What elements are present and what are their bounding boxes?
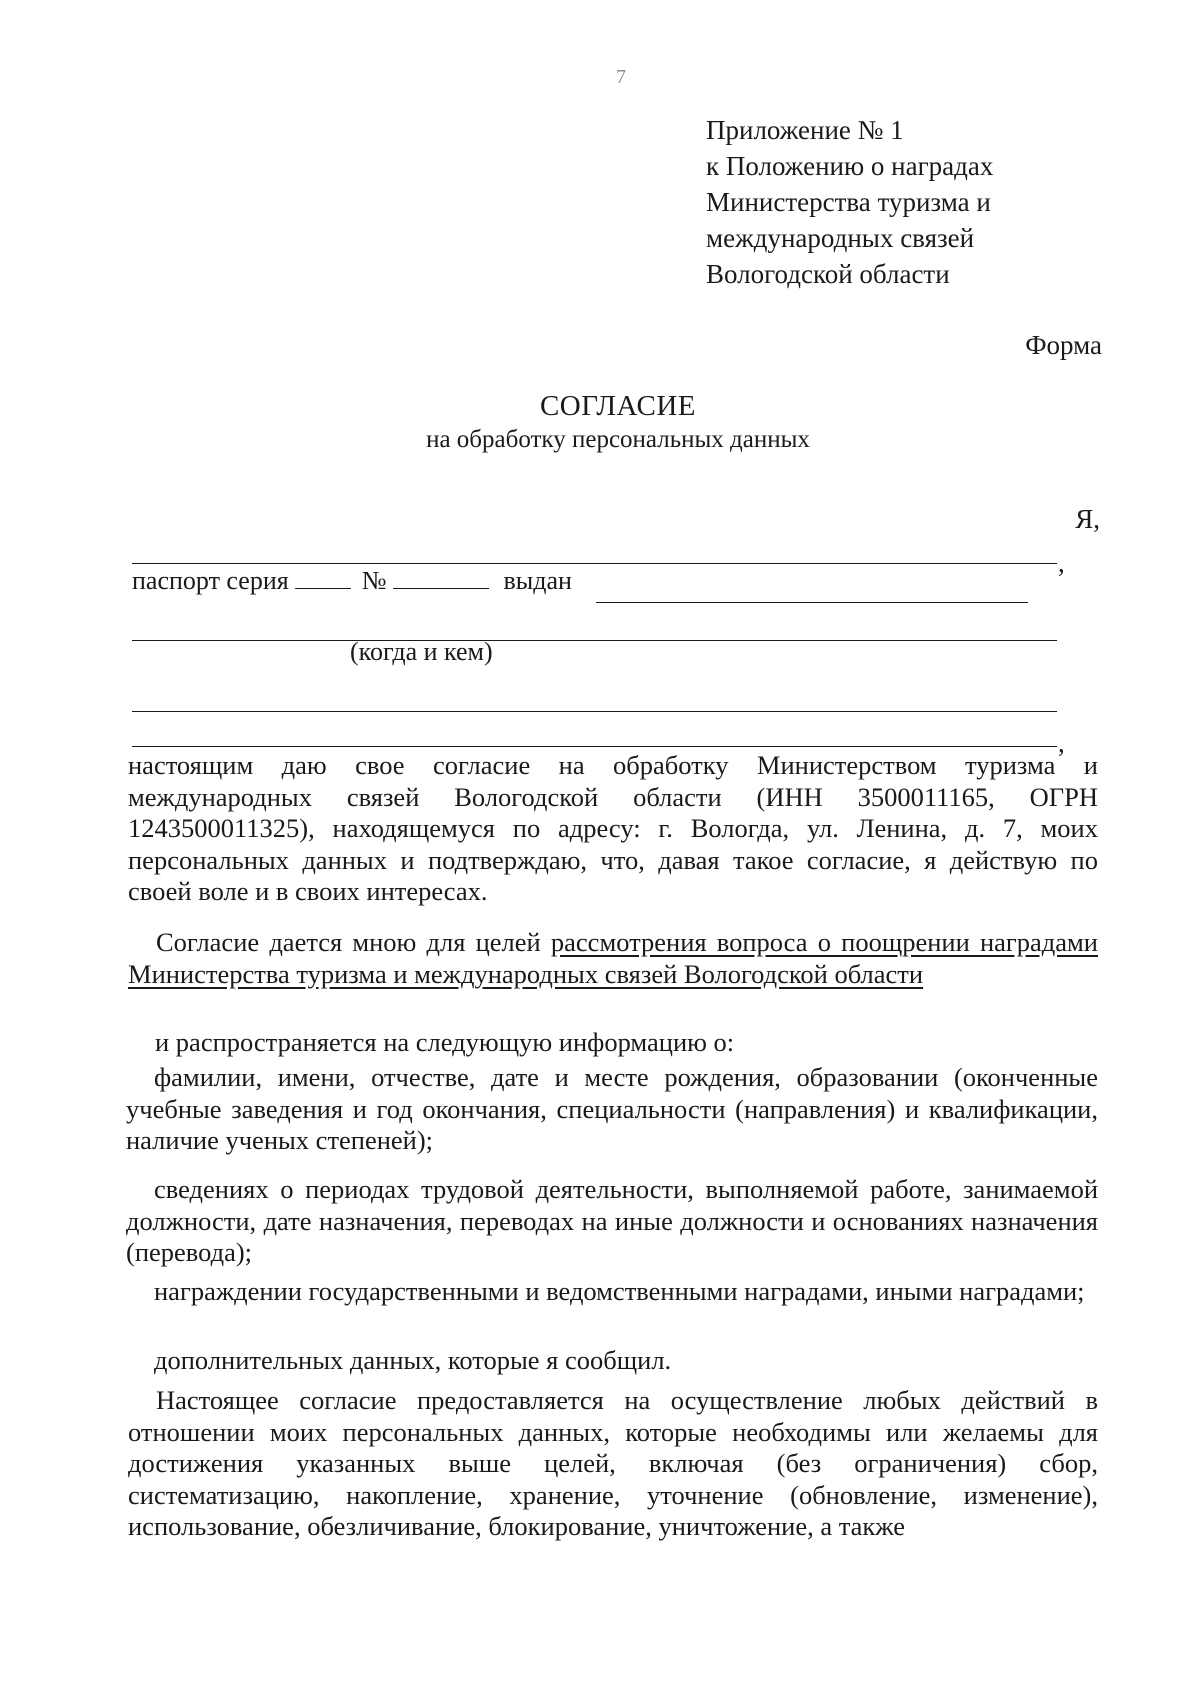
passport-series-label: паспорт серия: [132, 566, 289, 595]
info-item: награждении государственными и ведомственными наградами, иными наградами;: [154, 1276, 1085, 1306]
form-label: Форма: [1025, 330, 1102, 360]
pronoun-ya: Я,: [1075, 504, 1100, 534]
purpose-prefix: Согласие дается мною для целей: [156, 927, 551, 957]
appendix-line: к Положению о наградах: [706, 151, 994, 181]
passport-issued-blank[interactable]: [596, 602, 1028, 603]
address-blank-1[interactable]: [132, 711, 1057, 712]
passport-number-label: №: [361, 566, 387, 595]
comma: ,: [1058, 548, 1065, 578]
consent-paragraph: настоящим даю свое согласие на обработку Министерством туризма и международных связей Вологодской области (ИНН 3500011165, ОГРН 1243500011325), находящемуся по адресу: г. Вологда, ул. Ленина, д. 7, моих персональных данных и подтверждаю, что, давая такое согласие, я действую по своей воле и в своих интересах.: [128, 750, 1098, 906]
appendix-header: [706, 112, 993, 292]
full-name-blank[interactable]: [132, 563, 1057, 564]
appendix-line: Министерства туризма и: [706, 187, 991, 217]
info-item: сведениях о периодах трудовой деятельности, выполняемой работе, занимаемой должности, дате назначения, переводах на иные должности и основаниях назначения (перевода);: [126, 1174, 1098, 1267]
appendix-line: международных связей: [706, 223, 975, 253]
passport-issued-label: выдан: [503, 566, 572, 595]
appendix-line: Вологодской области: [706, 259, 950, 289]
purpose-paragraph: [128, 927, 1098, 990]
passport-row: [132, 566, 572, 596]
passport-number-blank[interactable]: [393, 568, 489, 589]
document-title: СОГЛАСИЕ: [539, 390, 697, 422]
passport-series-blank[interactable]: [295, 568, 351, 589]
purpose-underlined: рассмотрения вопроса о поощрении наградами Министерства туризма и международных связей Вологодской области: [128, 927, 1098, 989]
address-blank-2[interactable]: [132, 746, 1057, 747]
comma: ,: [1058, 728, 1065, 758]
issued-by-blank[interactable]: [132, 640, 1057, 641]
page-number: 7: [616, 66, 626, 88]
final-paragraph: Настоящее согласие предоставляется на осуществление любых действий в отношении моих персональных данных, которые необходимы или желаемы для достижения указанных выше целей, включая (без ограничения) сбор, систематизацию, накопление, хранение, уточнение (обновление, изменение), использование, обезличивание, блокирование, уничтожение, а также: [128, 1385, 1098, 1541]
info-item: фамилии, имени, отчестве, дате и месте рождения, образовании (оконченные учебные заведения и год окончания, специальности (направления) и квалификации, наличие ученых степеней);: [126, 1062, 1098, 1155]
info-item: дополнительных данных, которые я сообщил.: [154, 1345, 672, 1375]
extends-to-line: и распространяется на следующую информацию о:: [155, 1027, 735, 1057]
document-subtitle: на обработку персональных данных: [426, 426, 810, 453]
when-by-caption: (когда и кем): [350, 637, 493, 666]
appendix-line: Приложение № 1: [706, 115, 904, 145]
